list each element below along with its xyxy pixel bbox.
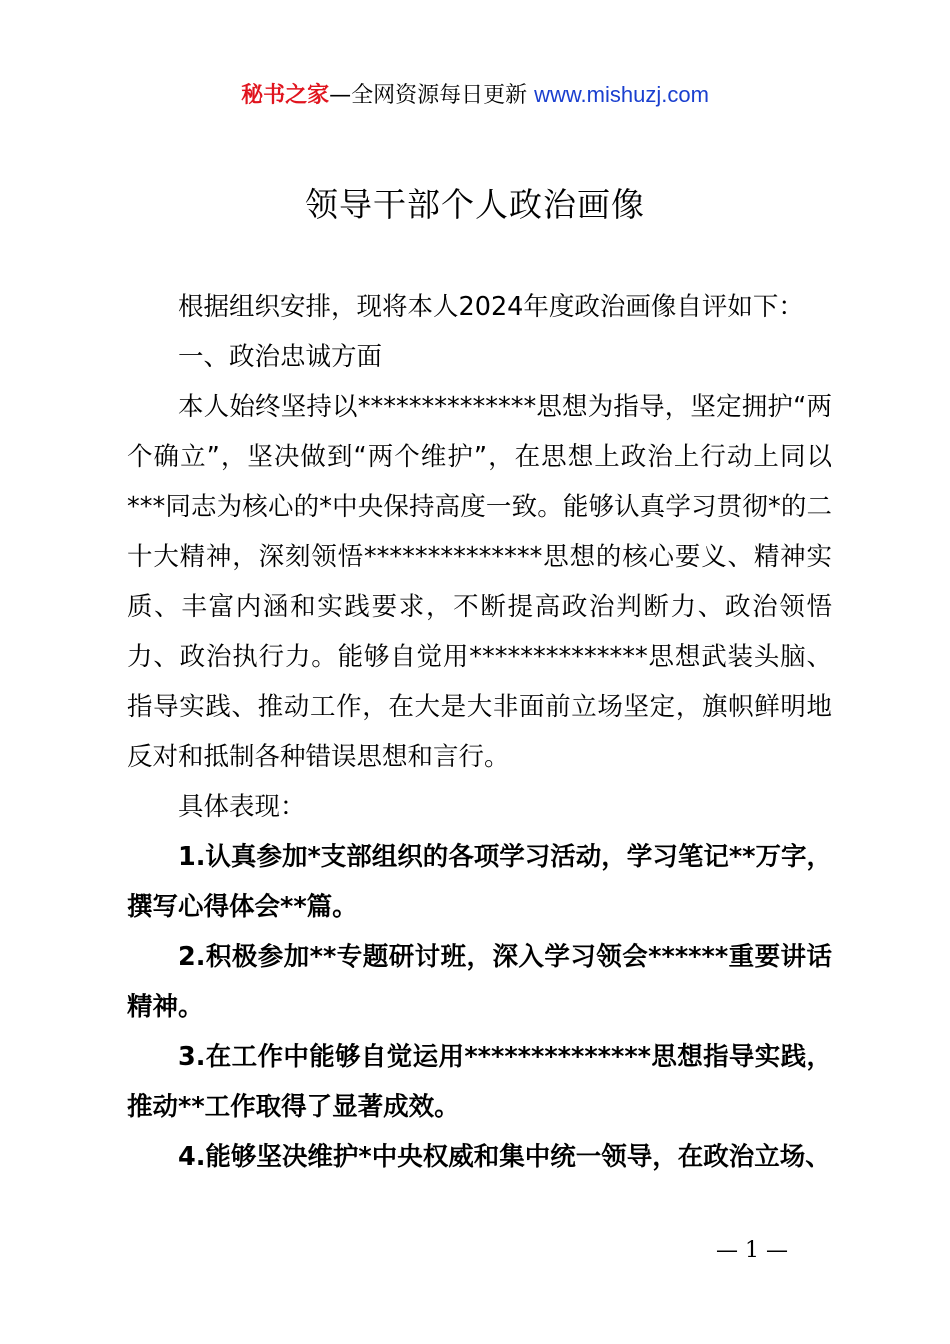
intro-paragraph: 根据组织安排，现将本人2024年度政治画像自评如下： (178, 292, 804, 322)
document-body (127, 282, 832, 1182)
section-heading: 一、政治忠诚方面 (178, 342, 383, 372)
subheading-performance: 具体表现： (178, 792, 306, 822)
list-item-3: 3.在工作中能够自觉运用**************思想指导实践，推动**工作取得了显著成效。 (127, 1042, 832, 1122)
list-item-1: 1.认真参加*支部组织的各项学习活动，学习笔记**万字，撰写心得体会**篇。 (127, 842, 832, 922)
site-banner (0, 78, 950, 113)
body-paragraph: 本人始终坚持以**************思想为指导，坚定拥护“两个确立”，坚决做到“两个维护”，在思想上政治上行动上同以***同志为核心的*中央保持高度一致。能够认真学习贯彻*的二十大精神，深刻领悟**************思想的核心要义、精神实质、丰富内涵和实践要求，不断提高政治判断力、政治领悟力、政治执行力。能够自觉用**************思想武装头脑、指导实践、推动工作，在大是大非面前立场坚定，旗帜鲜明地反对和抵制各种错误思想和言行。 (127, 392, 832, 772)
page-number: — 1 — (716, 1238, 788, 1263)
brand-name: 秘书之家 (241, 83, 330, 108)
document-title: 领导干部个人政治画像 (305, 185, 645, 224)
list-item-2: 2.积极参加**专题研讨班，深入学习领会******重要讲话精神。 (127, 942, 832, 1022)
banner-url-link[interactable]: www.mishuzj.com (534, 82, 709, 107)
banner-tagline: —全网资源每日更新 (329, 83, 535, 108)
list-item-4: 4.能够坚决维护*中央权威和集中统一领导，在政治立场、 (178, 1142, 831, 1172)
